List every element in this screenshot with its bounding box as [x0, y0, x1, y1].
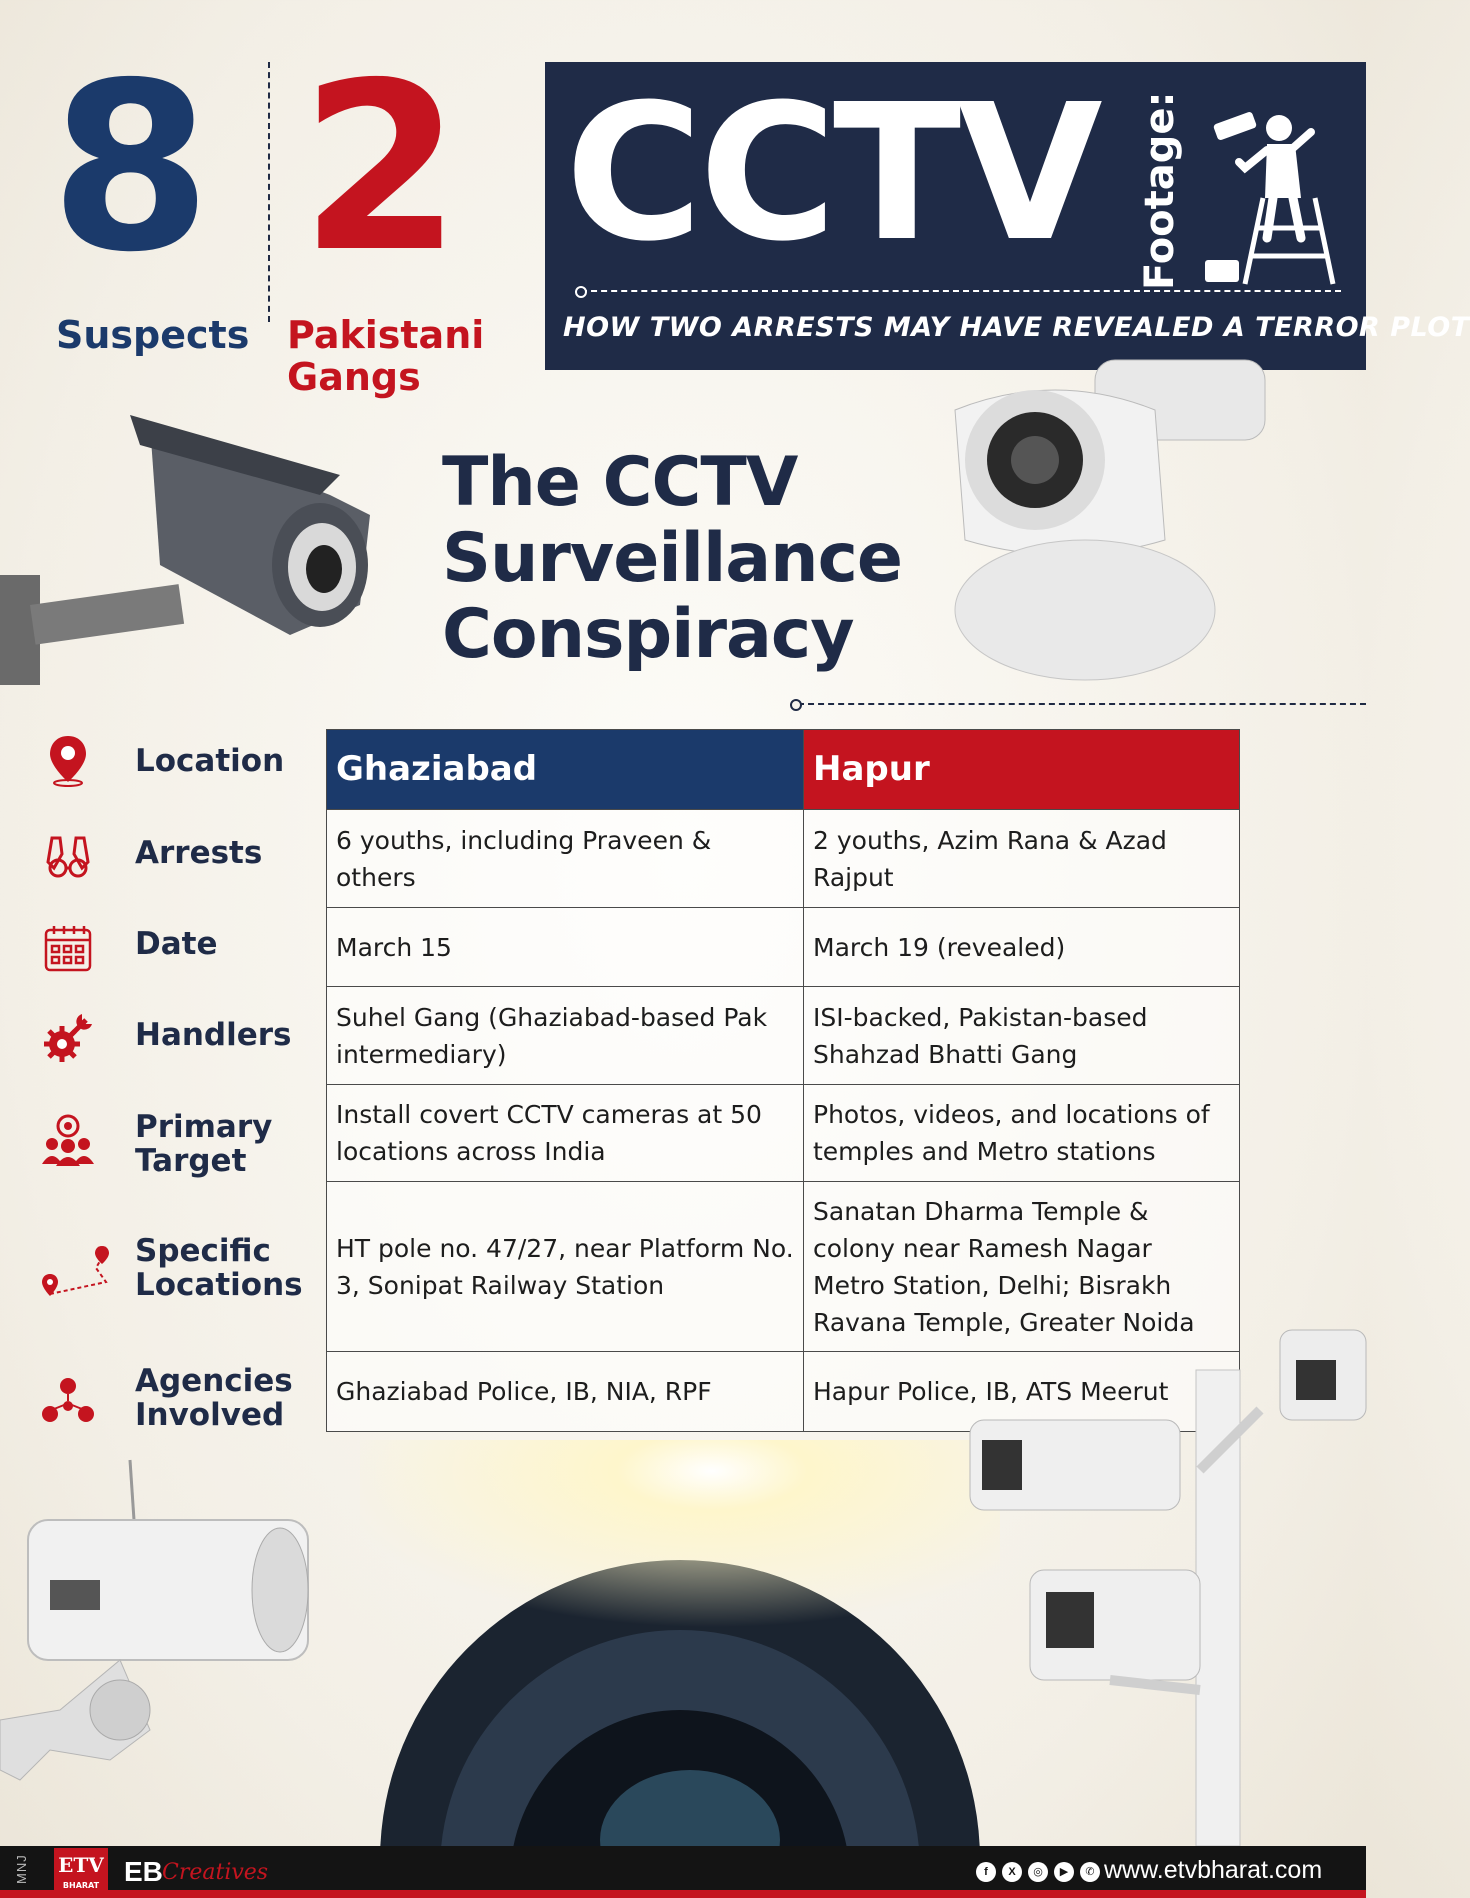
suspects-label: Suspects — [56, 313, 250, 357]
row-label-primary-target-line1: Primary — [135, 1109, 273, 1145]
row-label-agencies-line1: Agencies — [135, 1363, 293, 1399]
table-cell: Sanatan Dharma Temple & colony near Ramesh Nagar Metro Station, Delhi; Bisrakh Ravana Temple, Greater Noida — [804, 1182, 1240, 1352]
logo-subtext: BHARAT — [62, 1881, 100, 1890]
whatsapp-icon[interactable]: ✆ — [1080, 1862, 1100, 1882]
table-cell: March 15 — [327, 908, 804, 987]
row-label-agencies-line2: Involved — [135, 1397, 285, 1433]
row-label-specific-locations-line2: Locations — [135, 1267, 303, 1303]
suspects-count: 8 — [50, 33, 206, 303]
network-icon — [40, 1374, 96, 1430]
header-divider-line — [581, 290, 1341, 292]
table-cell: Suhel Gang (Ghaziabad-based Pak intermediary) — [327, 987, 804, 1085]
row-label-date: Date — [135, 926, 218, 962]
row-label-primary-target — [135, 1110, 335, 1178]
brand-creatives: Creatives — [162, 1860, 269, 1885]
table-row-arrests — [327, 810, 1240, 908]
stats-divider — [268, 62, 270, 322]
comparison-table — [326, 729, 1240, 1432]
main-title — [442, 445, 902, 673]
main-title-line1: The CCTV — [442, 443, 798, 522]
technician-ladder-icon — [1205, 88, 1345, 288]
instagram-icon[interactable]: ◎ — [1028, 1862, 1048, 1882]
facebook-icon[interactable]: f — [976, 1862, 996, 1882]
target-people-icon — [40, 1112, 96, 1168]
gear-wrench-icon — [40, 1010, 96, 1066]
table-cell: HT pole no. 47/27, near Platform No. 3, Sonipat Railway Station — [327, 1182, 804, 1352]
row-label-specific-locations — [135, 1234, 335, 1302]
table-row-handlers — [327, 987, 1240, 1085]
handcuffs-icon — [40, 828, 96, 884]
header-side-label: Footage: — [1137, 91, 1183, 290]
table-cell: Photos, videos, and locations of temples and Metro stations — [804, 1085, 1240, 1182]
title-divider-line — [798, 703, 1366, 705]
header-panel — [545, 62, 1470, 370]
table-cell: Hapur Police, IB, ATS Meerut — [804, 1352, 1240, 1432]
route-pins-icon — [40, 1244, 116, 1304]
footer-credit: MNJ — [14, 1854, 29, 1884]
pole-cameras-image — [960, 1330, 1366, 1846]
table-cell: Install covert CCTV cameras at 50 locations across India — [327, 1085, 804, 1182]
table-cell: Ghaziabad Police, IB, NIA, RPF — [327, 1352, 804, 1432]
location-pin-icon — [40, 732, 96, 788]
website-link[interactable]: www.etvbharat.com — [1104, 1856, 1323, 1884]
white-camera-image — [0, 1460, 330, 1840]
etv-bharat-logo[interactable] — [54, 1848, 108, 1894]
dome-camera-image — [935, 350, 1275, 680]
table-cell: 2 youths, Azim Rana & Azad Rajput — [804, 810, 1240, 908]
table-cell: 6 youths, including Praveen & others — [327, 810, 804, 908]
column-header-ghaziabad: Ghaziabad — [327, 730, 804, 810]
calendar-icon — [40, 920, 96, 976]
main-title-line3: Conspiracy — [442, 595, 854, 674]
table-header-row — [327, 730, 1240, 810]
row-label-specific-locations-line1: Specific — [135, 1233, 271, 1269]
gangs-label-line1: Pakistani — [287, 313, 485, 357]
header-subtitle: HOW TWO ARRESTS MAY HAVE REVEALED A TERROR PLOT — [563, 312, 1470, 343]
table-cell: ISI-backed, Pakistan-based Shahzad Bhatti Gang — [804, 987, 1240, 1085]
brand-eb: EB — [124, 1856, 163, 1887]
row-label-location: Location — [135, 743, 285, 779]
header-title: CCTV — [565, 64, 1099, 283]
table-cell: March 19 (revealed) — [804, 908, 1240, 987]
bullet-camera-image — [0, 405, 400, 735]
logo-text: ETV — [58, 1853, 104, 1877]
row-label-primary-target-line2: Target — [135, 1143, 247, 1179]
youtube-icon[interactable]: ▶ — [1054, 1862, 1074, 1882]
table-row-date — [327, 908, 1240, 987]
row-label-arrests: Arrests — [135, 835, 263, 871]
column-header-hapur: Hapur — [804, 730, 1240, 810]
row-label-handlers: Handlers — [135, 1017, 292, 1053]
x-icon[interactable]: X — [1002, 1862, 1022, 1882]
lens-image — [360, 1440, 1000, 1846]
table-row-specific-locations — [327, 1182, 1240, 1352]
main-title-line2: Surveillance — [442, 519, 903, 598]
gangs-label-line2: Gangs — [287, 355, 421, 399]
social-icons — [976, 1862, 1100, 1882]
footer-accent-bar — [0, 1890, 1366, 1898]
table-row-primary-target — [327, 1085, 1240, 1182]
gangs-label — [287, 314, 507, 398]
gangs-count: 2 — [300, 33, 456, 303]
row-label-agencies — [135, 1364, 335, 1432]
